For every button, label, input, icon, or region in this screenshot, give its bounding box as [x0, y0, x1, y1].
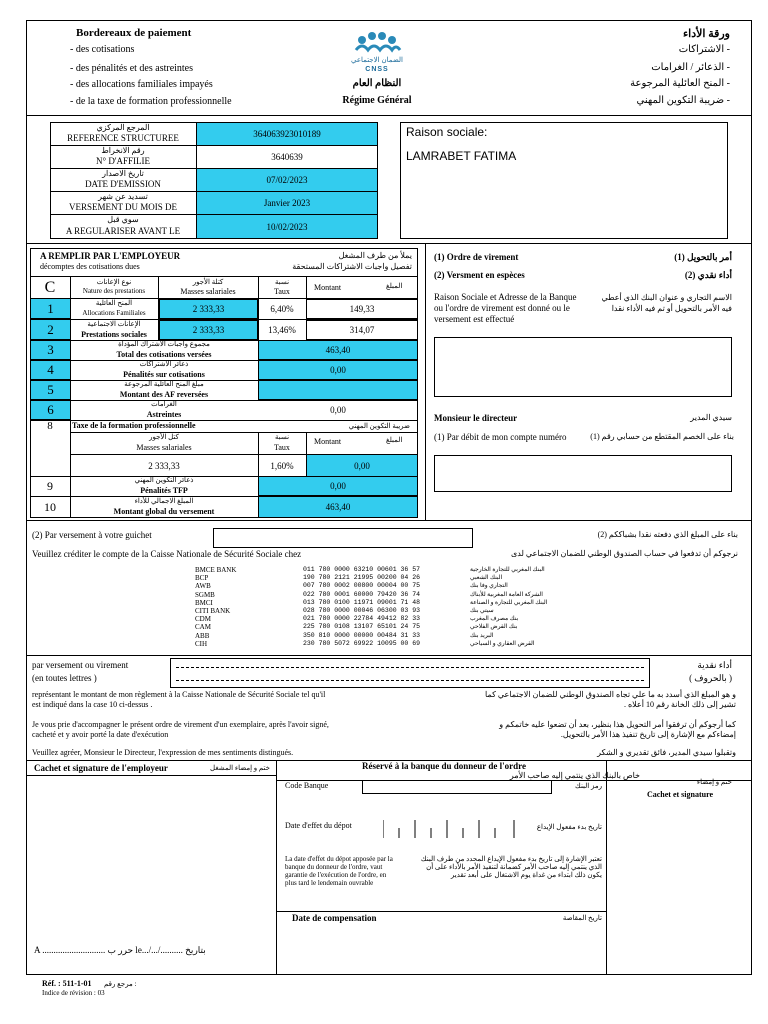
row10-label-ar: المبلغ الاجمالي للأداء: [134, 497, 194, 505]
employer-title-fr: A REMPLIR PAR L'EMPLOYEUR: [40, 251, 181, 261]
row-number: 6: [30, 400, 71, 420]
bank-name-ar: بنك مصرف المغرب: [470, 616, 519, 622]
paragraph-3-ar: وتقبلوا سيدي المدير، فائق تقديري و الشكر: [597, 748, 736, 757]
avant-value[interactable]: 10/02/2023: [197, 215, 377, 238]
bank-name: CDM: [195, 615, 211, 623]
bank-rib: 190 780 2121 21995 00200 04 26: [303, 574, 421, 581]
row-label-fr: Total des cotisations versées: [116, 350, 212, 359]
section-divider: [26, 243, 752, 244]
row-label-fr: Montant des AF reversées: [119, 390, 209, 399]
row-number: 3: [30, 340, 71, 360]
section-divider: [26, 520, 752, 521]
employer-subtitle-ar: تفصيل واجبات الاشتراكات المستحقة: [292, 262, 412, 271]
account-number-field[interactable]: [434, 455, 732, 492]
row-montant[interactable]: [258, 380, 418, 400]
col-nature: Nature des prestations: [82, 287, 146, 295]
row-montant[interactable]: 0,00: [258, 360, 418, 380]
header-item-taxe: - de la taxe de formation professionnelle: [70, 96, 232, 107]
bottom-line: [26, 775, 276, 776]
header-item-ar-4: - ضريبة التكوين المهني: [636, 95, 730, 106]
paragraph-1-fr: représentant le montant de mon règlement à la Caisse Nationale de Sécurité Sociale tel qu'il est indiqué dans la case 10 ci-dessus .: [32, 690, 326, 709]
amount-in-words-field[interactable]: [170, 658, 650, 688]
bank-rib: 021 780 0000 22784 49412 82 33: [303, 615, 421, 622]
debit-fr: (1) Par débit de mon compte numéro: [434, 432, 567, 442]
row-montant[interactable]: 149,33: [306, 299, 418, 319]
bank-rib: 007 780 0002 00800 00004 00 75: [303, 582, 421, 589]
col-nature-ar: نوع الإعانات: [96, 278, 132, 286]
emission-label: DATE D'EMISSION: [85, 179, 161, 189]
header-divider: [26, 115, 752, 116]
bank-name: BMCE BANK: [195, 566, 237, 574]
employer-subtitle-fr: décomptes des cotisations dues: [40, 262, 140, 271]
reserve-banque-ar: خاص بالبنك الذي ينتمي إليه صاحب الأمر: [509, 771, 640, 780]
header-item-cotisations: - des cotisations: [70, 44, 135, 55]
row8-taux-label: Taux: [274, 443, 290, 452]
bank-name-ar: القرض العقاري و السياحي: [470, 641, 535, 647]
row8-taux-ar: نسبة: [274, 433, 290, 441]
col-montant: Montant: [314, 283, 342, 292]
amount-line-1: [176, 667, 644, 668]
bank-rib: 022 780 0001 60000 79420 36 74: [303, 591, 421, 598]
bank-name: CITI BANK: [195, 607, 231, 615]
bank-rib: 350 810 0000 00000 00484 31 33: [303, 632, 421, 639]
bank-name-ar: الشركة العامة المغربية للأبناك: [470, 592, 543, 598]
row-montant[interactable]: 463,40: [258, 340, 418, 360]
row-label-ar: الإعانات الاجتماعية: [87, 320, 141, 328]
avant-ar: سوي قبل: [107, 215, 139, 224]
bank-rib: 230 780 5072 69922 10095 00 69: [303, 640, 421, 647]
logo-arabic: الضمان الاجتماعي: [351, 57, 403, 64]
guichet-ar: بناء على المبلغ الذي دفعته نقدا بشباككم (2): [597, 530, 738, 539]
row9-montant[interactable]: 0,00: [258, 476, 418, 496]
mois-label: VERSEMENT DU MOIS DE: [68, 202, 178, 212]
lettres-label2-ar: ( بالحروف ): [689, 673, 732, 683]
row8-montant[interactable]: 0,00: [307, 455, 417, 476]
bank-name: SGMB: [195, 591, 215, 599]
lettres-label2-fr: (en toutes lettres ): [32, 673, 97, 683]
row8-montant-ar: المبلغ: [386, 436, 403, 444]
row-montant[interactable]: 0,00: [330, 405, 346, 415]
row-montant[interactable]: 314,07: [306, 320, 418, 340]
code-banque-ar: رمز البنك: [575, 782, 602, 790]
directeur-fr: Monsieur le directeur: [434, 413, 518, 423]
signature-fr: Cachet et signature: [646, 790, 714, 799]
header-item-penalites: - des pénalités et des astreintes: [70, 63, 194, 74]
compensation-ar: تاريخ المقاصة: [562, 914, 602, 922]
row-taux: 13,46%: [268, 325, 296, 335]
ordre-fr: (1) Ordre de virement: [434, 252, 519, 262]
cachet-employeur-ar: ختم و إمضاء المشغل: [210, 764, 270, 772]
col-montant-ar: المبلغ: [386, 282, 403, 290]
row-number: 1: [30, 298, 71, 319]
bank-name: CAM: [195, 623, 211, 631]
reference-ar: مرجع رقم :: [104, 980, 137, 988]
bank-name-ar: البريد بنك: [470, 633, 494, 639]
fait-text: حرر ب le.../.../..........: [107, 945, 183, 955]
col-taux-ar: نسبة: [274, 278, 290, 286]
note-fr: La date d'effet du dépot apposée par la banque du donneur de l'ordre, vaut garantie de l'exécution de l'ordre, en plus tard le lendemain ouvrable: [285, 855, 393, 887]
especes-fr: (2) Versment en espèces: [434, 270, 525, 280]
header-title-ar: ورقة الأداء: [683, 28, 730, 40]
bank-name-ar: بنك القرض الفلاحي: [470, 624, 518, 630]
section-divider: [26, 655, 752, 656]
amount-line-2: [176, 680, 644, 681]
bank-address-field[interactable]: [434, 337, 732, 397]
row-number: 8: [47, 420, 53, 432]
row10-label-fr: Montant global du versement: [113, 507, 215, 516]
note-ar: تعتبر الإشارة إلى تاريخ بدء مفعول الإيداع المحدد من طرف البنك الذي ينتمي إليه صاحب الأمر كضمانة لتنفيذ الأمر بالأداء على أن يكون ذلك ابتداء من غداة يوم الاشتغال على أبعد تقدير: [420, 855, 602, 879]
header-item-allocations: - des allocations familiales impayés: [70, 79, 213, 90]
row-label-ar: مبلغ المنح العائلية المرجوعة: [124, 380, 204, 388]
fait-dots: ............................: [42, 945, 106, 955]
code-banque-field[interactable]: [362, 780, 552, 794]
bank-rib: 013 780 0100 11971 09001 71 48: [303, 599, 421, 606]
row8-label-fr: Taxe de la formation professionnelle: [72, 421, 196, 430]
raison-sociale-box: [400, 122, 728, 239]
ref-label: REFERENCE STRUCTUREE: [67, 133, 179, 143]
guichet-fr: (2) Par versement à votre guichet: [32, 530, 152, 540]
header-item-ar-1: - الاشتراكات: [678, 44, 730, 55]
row-number: 2: [30, 319, 71, 340]
raison-value[interactable]: LAMRABET FATIMA: [406, 149, 517, 163]
row-label-ar: الغرامات: [151, 400, 177, 408]
logo-text: CNSS: [365, 66, 389, 73]
lettres-label1-ar: أداء نقدية: [697, 660, 732, 670]
fait-ar: بتاريخ: [185, 945, 206, 955]
row9-label-ar: ذعائر التكوين المهني: [134, 476, 194, 484]
paragraph-3-fr: Veuillez agréer, Monsieur le Directeur, l'expression de mes sentiments distingués.: [32, 748, 294, 757]
bank-name-ar: البنك المغربي للتجارة الخارجية: [470, 567, 545, 573]
row-label-fr: Prestations sociales: [81, 330, 147, 339]
bottom-col: [276, 760, 277, 975]
paragraph-2-fr: Je vous prie d'accompagner le présent ordre de virement d'un exemplaire, après l'avoir signé, cacheté et y avoir porté la date d'exécution: [32, 720, 329, 739]
row-masse[interactable]: 2 333,33: [159, 320, 258, 340]
code-banque-label: Code Banque: [285, 781, 329, 790]
row-label-fr: Pénalités sur cotisations: [123, 370, 205, 379]
bank-name-ar: البنك الشعبي: [470, 575, 503, 581]
bank-rib: 225 780 0108 13107 65101 24 75: [303, 623, 421, 630]
row8-masses-ar: كتل الأجور: [149, 433, 179, 441]
ref-value[interactable]: 364063923010189: [197, 123, 377, 145]
row-label-ar: المنح العائلية: [95, 299, 133, 307]
fait-a: [34, 945, 270, 956]
bank-name: AWB: [195, 582, 211, 590]
crediter-fr: Veuillez créditer le compte de la Caisse Nationale de Sécurité Sociale chez: [32, 549, 302, 559]
directeur-ar: سيدي المدير: [690, 413, 732, 422]
row-label-fr: Astreintes: [146, 410, 182, 419]
affilie-value[interactable]: 3640639: [271, 152, 303, 162]
compensation-label: Date de compensation: [292, 913, 377, 923]
row-taux: 6,40%: [270, 304, 294, 314]
bank-name: ABB: [195, 632, 210, 640]
date-effet-ar: تاريخ بدء مفعول الإيداع: [536, 823, 602, 831]
bank-rib: 028 780 0000 00046 06300 03 93: [303, 607, 421, 614]
bank-name: CIH: [195, 640, 208, 648]
regime-ar: النظام العام: [352, 78, 402, 89]
raison-text-ar: الاسم التجاري و عنوان البنك الذي أعطي فيه الأمر بالتحويل أو تم فيه الأداء نقدا: [601, 293, 732, 313]
raison-label: Raison sociale:: [406, 125, 488, 139]
payment-divider: [425, 243, 426, 520]
raison-text-fr: Raison Sociale et Adresse de la Banque ou l'ordre de virement est donné ou le versement est effectué: [434, 292, 577, 324]
mois-ar: تسديد عن شهر: [98, 192, 148, 201]
header-item-ar-2: - الذعائر / الغرامات: [651, 62, 730, 73]
ref-ar: المرجع المركزي: [96, 123, 150, 132]
bank-rib: 011 780 0000 63210 00601 36 57: [303, 566, 421, 573]
header-title-fr: Bordereaux de paiement: [76, 27, 192, 39]
ordre-ar: أمر بالتحويل (1): [674, 252, 732, 262]
mois-value[interactable]: Janvier 2023: [197, 192, 377, 214]
col-masses-ar: كتلة الأجور: [192, 278, 224, 286]
affilie-ar: رقم الانخراط: [101, 146, 145, 155]
col-masses: Masses salariales: [180, 287, 236, 296]
cachet-employeur-fr: Cachet et signature de l'employeur: [34, 763, 168, 773]
row-label-ar: ذعائر الاشتراكات: [139, 360, 189, 368]
date-effet-field[interactable]: [383, 820, 515, 838]
regime-fr: Régime Général: [342, 95, 412, 106]
reference-label: Réf. : 511-1-01: [42, 979, 92, 988]
guichet-field[interactable]: [213, 528, 473, 548]
debit-ar: بناء على الخصم المقتطع من حسابي رقم (1): [590, 432, 734, 441]
bank-name-ar: البنك المغربي للتجارة و الصناعة: [470, 600, 548, 606]
crediter-ar: نرجوكم أن تدفعوا في حساب الصندوق الوطني للضمان الاجتماعي لدى: [511, 549, 738, 558]
col-c: C: [44, 278, 56, 296]
bottom-col: [606, 760, 607, 975]
row8-masse[interactable]: 2 333,33: [148, 460, 180, 471]
paragraph-1-ar: و هو المبلغ الذي أسدد به ما علي تجاه الصندوق الوطني للضمان الاجتماعي كما تشير إلى ذلك الخانة رقم 10 أعلاه .: [485, 690, 736, 709]
avant-label: A REGULARISER AVANT LE: [65, 226, 181, 236]
row8-taux: 1,60%: [270, 460, 294, 471]
row-number: 9: [47, 478, 53, 493]
paragraph-2-ar: كما أرجوكم أن ترفقوا أمر التحويل هذا بنظير، بعد أن تضعوا عليه خاتمكم و إمضاءكم مع الإشارة إلى تاريخ تنفيذ هذا الأمر بالتحويل.: [499, 720, 736, 739]
row-number: 10: [44, 499, 56, 514]
fait-prefix: A: [34, 945, 41, 955]
row-number: 4: [30, 360, 71, 380]
revision-index: Indice de révision : 03: [42, 989, 105, 997]
affilie-label: N° D'AFFILIE: [96, 156, 150, 166]
emission-value[interactable]: 07/02/2023: [197, 169, 377, 191]
lettres-label1-fr: par versement ou virement: [32, 660, 129, 670]
bank-name-ar: التجاري وفا بنك: [470, 583, 508, 589]
bank-name: BCP: [195, 574, 209, 582]
row-label-fr: Allocations Familiales: [82, 309, 146, 317]
reserve-banque-fr: Réservé à la banque du donneur de l'ordre: [362, 761, 526, 771]
emission-ar: تاريخ الاصدار: [102, 169, 144, 178]
row8-masses: Masses salariales: [136, 443, 192, 452]
bank-name-ar: سيتي بنك: [470, 608, 494, 614]
emp-line: [30, 276, 418, 277]
signature-ar: ختم و إمضاء: [696, 778, 732, 786]
especes-ar: أداء نقدي (2): [684, 270, 732, 280]
employer-title-ar: يملأ من طرف المشغل: [338, 251, 412, 260]
row8-label-ar: ضريبة التكوين المهني: [348, 422, 410, 430]
bank-name: BMCI: [195, 599, 213, 607]
row8-montant-label: Montant: [314, 437, 342, 446]
col-taux: Taux: [274, 287, 290, 296]
row-number: 5: [30, 380, 71, 400]
row10-montant[interactable]: 463,40: [258, 496, 418, 518]
row9-label-fr: Pénalités TFP: [140, 486, 188, 495]
row-label-ar: مجموع واجبات الاشتراك المؤداة: [118, 340, 210, 348]
row-masse[interactable]: 2 333,33: [159, 299, 258, 319]
bottom-line: [276, 911, 606, 912]
header-item-ar-3: - المنح العائلية المرجوعة: [630, 78, 730, 89]
date-effet-label: Date d'effet du dépot: [285, 821, 352, 830]
